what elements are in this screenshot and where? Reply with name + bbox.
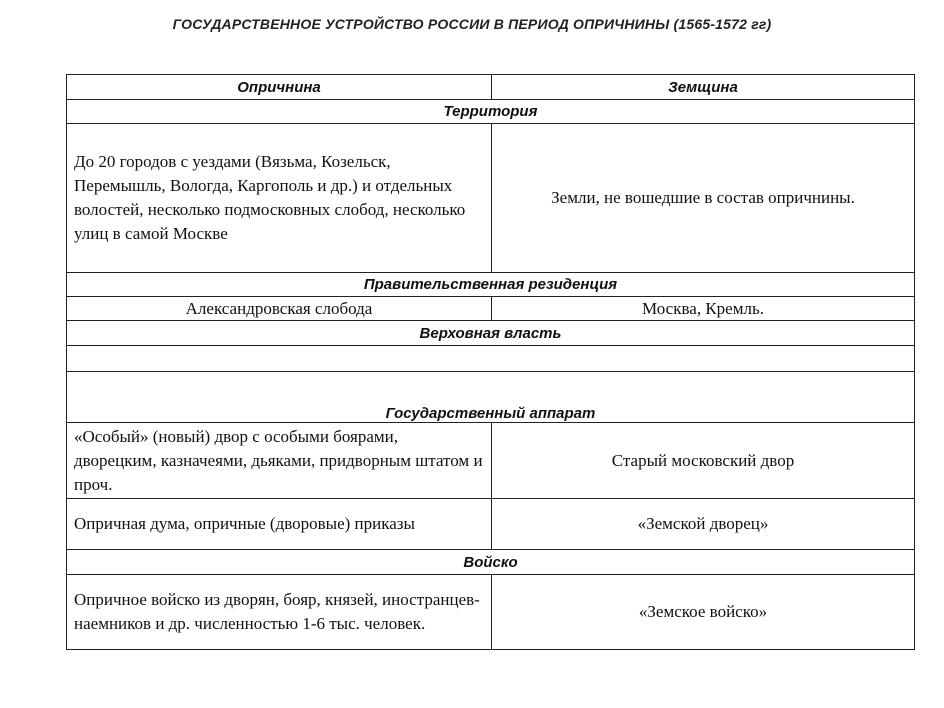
section-row — [67, 100, 915, 124]
column-header-row — [67, 75, 915, 100]
section-row — [67, 372, 915, 423]
apparatus-zemshchina-court: Старый московский двор — [492, 423, 915, 499]
residence-opritchnina: Александровская слобода — [67, 297, 492, 321]
section-heading-apparatus: Государственный аппарат — [67, 372, 915, 423]
apparatus-opritchnina-duma: Опричная дума, опричные (дворовые) приказы — [67, 499, 492, 550]
section-row — [67, 321, 915, 346]
section-row — [67, 273, 915, 297]
table-row — [67, 124, 915, 273]
page-title: ГОСУДАРСТВЕННОЕ УСТРОЙСТВО РОССИИ В ПЕРИОД ОПРИЧНИНЫ (1565-1572 гг) — [172, 16, 772, 32]
army-zemshchina: «Земское войско» — [492, 575, 915, 650]
column-header-zemshchina: Земщина — [492, 75, 915, 100]
column-header-opritchnina: Опричнина — [67, 75, 492, 100]
opritchnina-table — [66, 74, 915, 650]
table-row — [67, 423, 915, 499]
apparatus-zemshchina-palace: «Земской дворец» — [492, 499, 915, 550]
army-opritchnina: Опричное войско из дворян, бояр, князей, иностранцев-наемников и др. численностью 1-6 тыс. человек. — [67, 575, 492, 650]
empty-row — [67, 346, 915, 372]
section-heading-supreme-power: Верховная власть — [67, 321, 915, 346]
table-row — [67, 499, 915, 550]
table-row — [67, 297, 915, 321]
apparatus-opritchnina-court: «Особый» (новый) двор с особыми боярами, дворецким, казначеями, дьяками, придворным штатом и проч. — [67, 423, 492, 499]
residence-zemshchina: Москва, Кремль. — [492, 297, 915, 321]
supreme-power-empty-cell — [67, 346, 915, 372]
section-row — [67, 550, 915, 575]
territory-opritchnina: До 20 городов с уездами (Вязьма, Козельск, Перемышль, Вологда, Каргополь и др.) и отдельных волостей, несколько подмосковных слобод, несколько улиц в самой Москве — [67, 124, 492, 273]
section-heading-army: Войско — [67, 550, 915, 575]
section-heading-residence: Правительственная резиденция — [67, 273, 915, 297]
territory-zemshchina: Земли, не вошедшие в состав опричнины. — [492, 124, 915, 273]
section-heading-territory: Территория — [67, 100, 915, 124]
table-row — [67, 575, 915, 650]
